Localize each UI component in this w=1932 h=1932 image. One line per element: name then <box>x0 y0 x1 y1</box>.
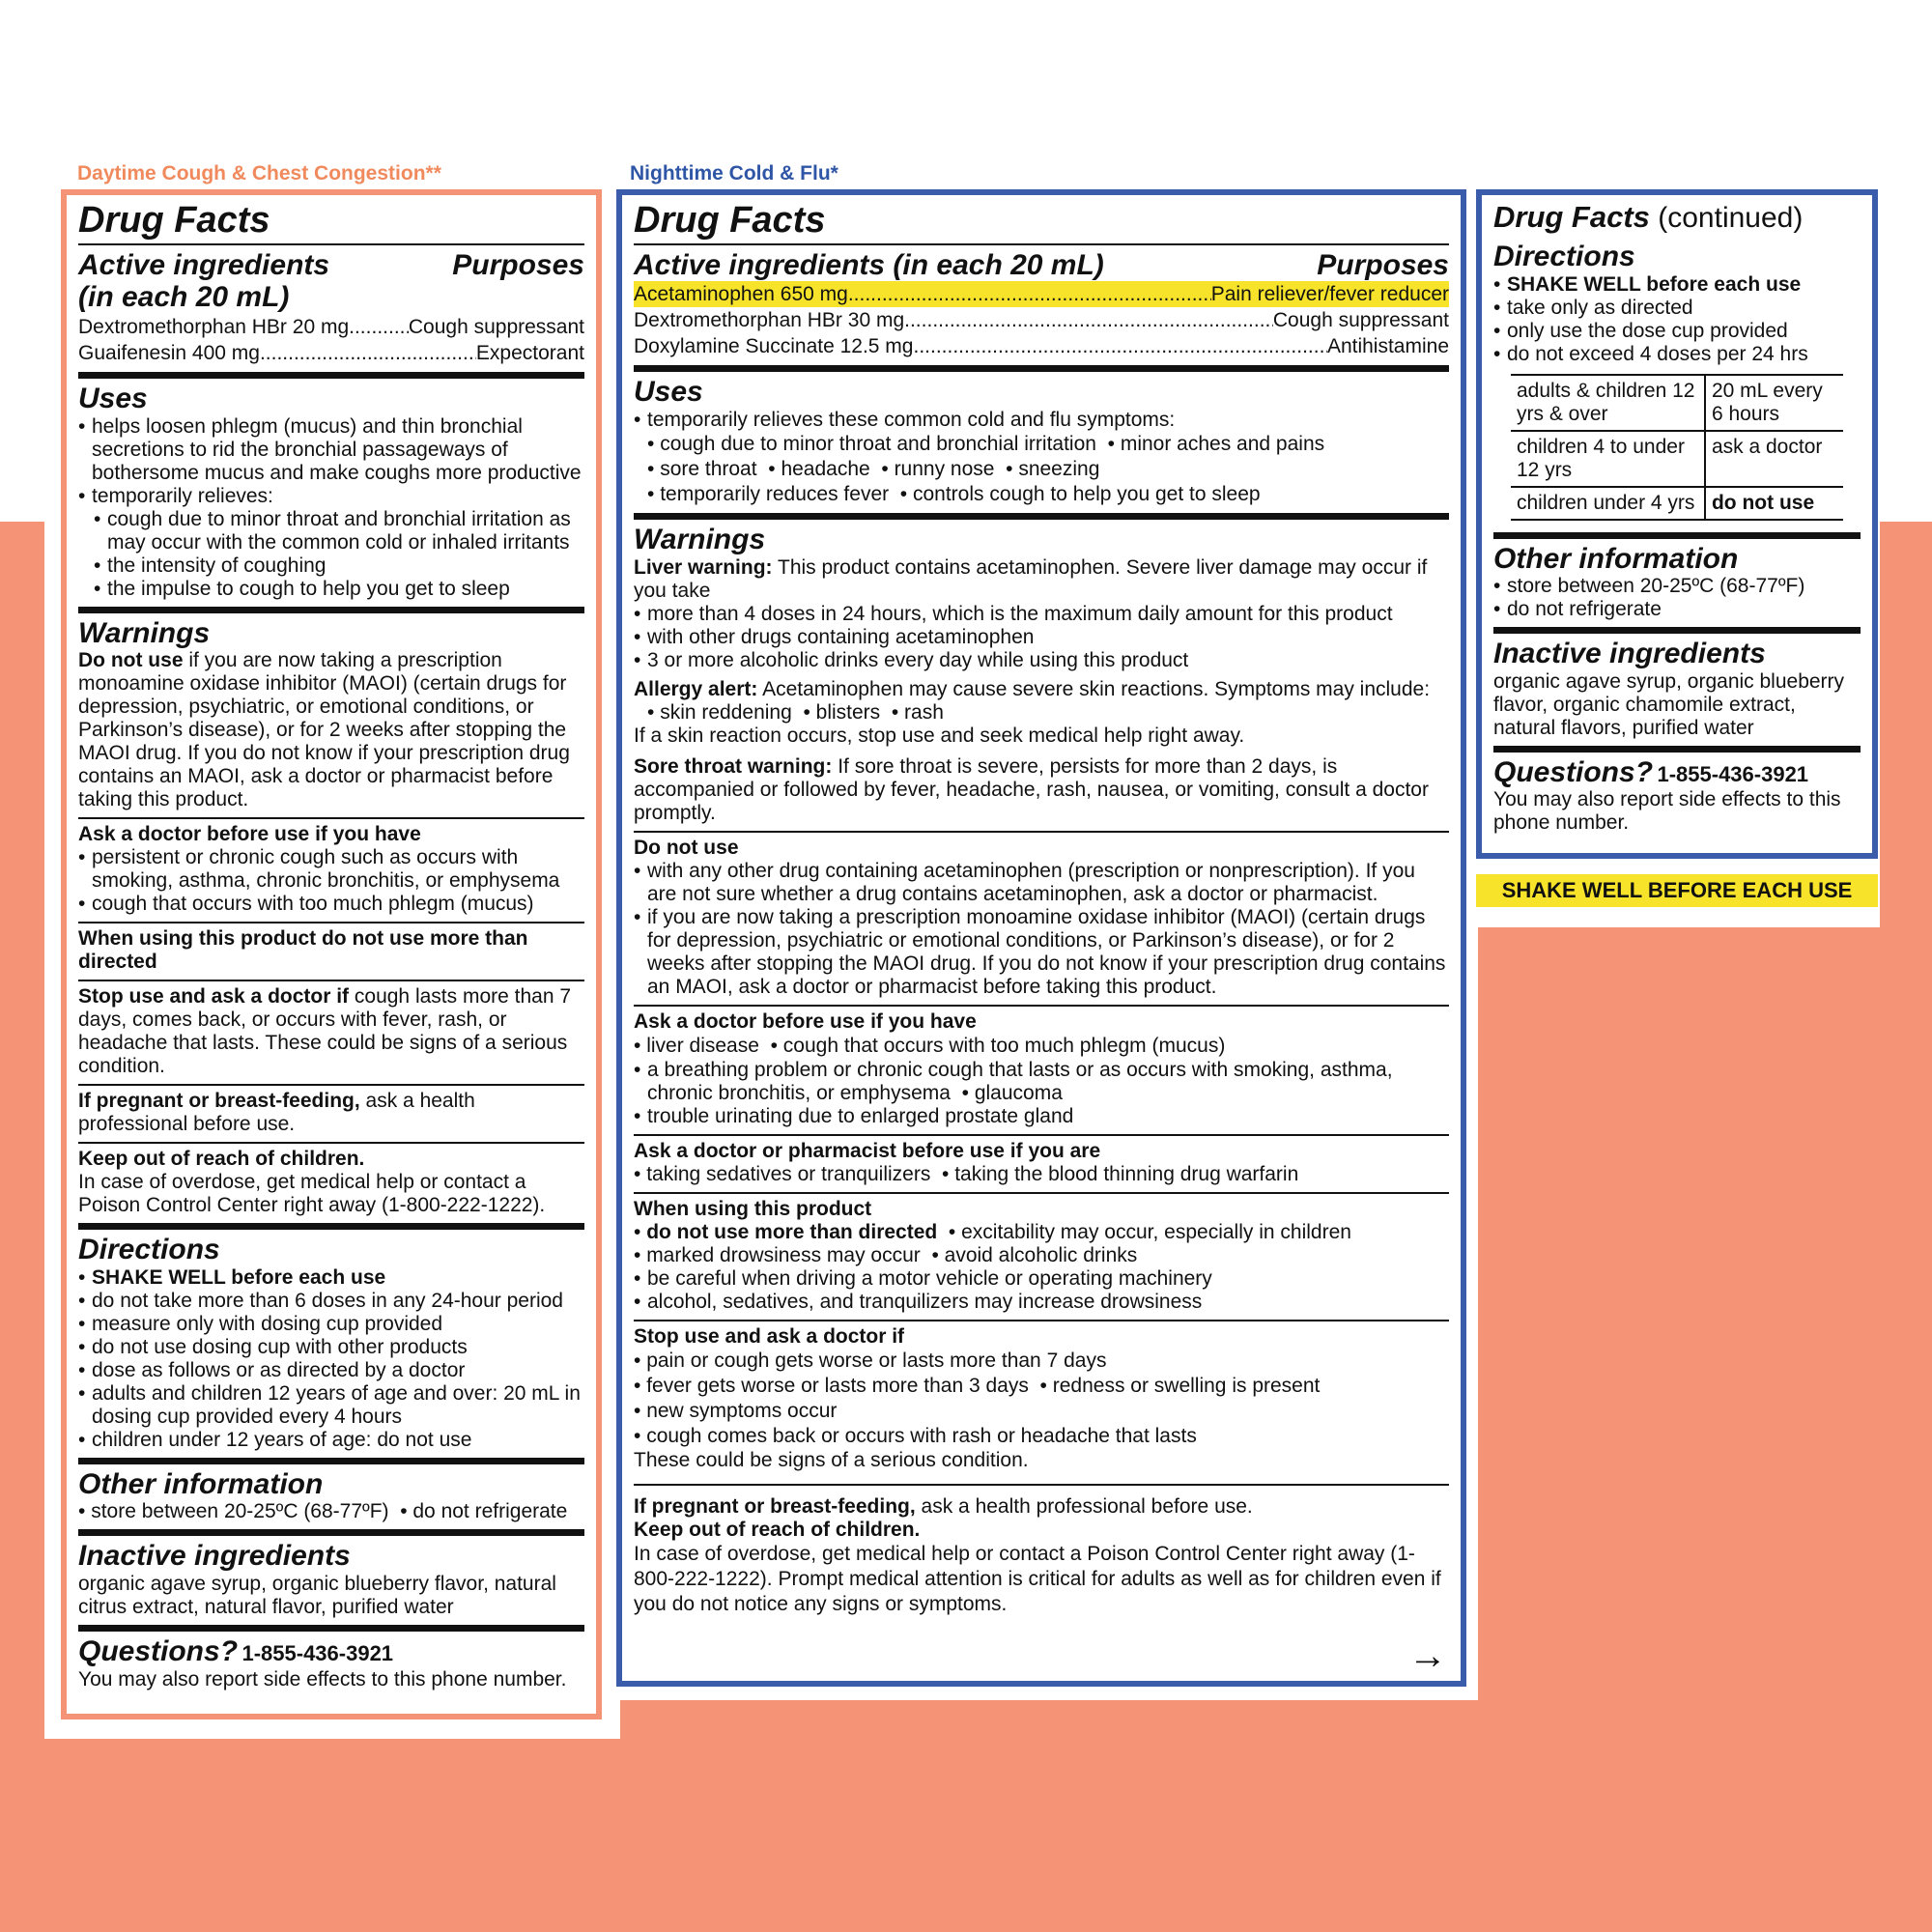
list-item: • temporarily relieves: <box>78 485 584 508</box>
list-item: blisters <box>815 700 881 724</box>
table-row <box>1511 375 1843 431</box>
list-item: • trouble urinating due to enlarged prostate gland <box>634 1105 1449 1128</box>
questions-phone: 1-855-436-3921 <box>1657 761 1809 786</box>
list-item: runny nose <box>894 457 995 480</box>
dosing-table <box>1511 374 1843 521</box>
ask-doctor-header: Ask a doctor before use if you have <box>78 823 421 846</box>
ingredient-row-highlighted: Acetaminophen 650 mg ..... Pain reliever/fever reducer <box>634 281 1449 307</box>
table-cell: ask a doctor <box>1705 431 1843 487</box>
other-info-header: Other information <box>78 1467 324 1500</box>
questions-header: Questions? <box>78 1634 239 1667</box>
ingredient-row: Guaifenesin 400 mg ..... Expectorant <box>78 340 584 366</box>
list-item: • a breathing problem or chronic cough that lasts or as occurs with smoking, asthma, chronic bronchitis, or emphysema • glaucoma <box>634 1059 1449 1105</box>
purposes-header: Purposes <box>1317 248 1449 281</box>
table-row <box>1511 487 1843 520</box>
list-item: rash <box>904 700 944 724</box>
list-item: • store between 20-25ºC (68-77ºF) <box>78 1500 389 1523</box>
list-item: • SHAKE WELL before each use <box>78 1266 584 1290</box>
list-item: • adults and children 12 years of age and over: 20 mL in dosing cup provided every 4 hours <box>78 1382 584 1429</box>
when-using-text: When using this product do not use more than directed <box>78 927 528 974</box>
list-item: • with any other drug containing acetaminophen (prescription or nonprescription). If you are not sure whether a drug contains acetaminophen, ask a doctor or pharmacist. <box>634 860 1449 906</box>
ask-pharmacist-header: Ask a doctor or pharmacist before use if you are <box>634 1139 1101 1162</box>
active-ingredients-sub: (in each 20 mL) <box>78 281 290 314</box>
list-item: temporarily reduces fever <box>660 482 890 505</box>
list-item: • if you are now taking a prescription monoamine oxidase inhibitor (MAOI) (certain drugs for depression, psychiatric or emotional conditions, or Parkinson’s disease), or for 2 weeks after stopping the MAOI drug. If you do not know if your prescription drug contains an MAOI, ask a doctor or pharmacist before taking this product. <box>634 906 1449 999</box>
list-item: • store between 20-25ºC (68-77ºF) <box>1493 575 1861 598</box>
table-cell: do not use <box>1705 487 1843 520</box>
directions-header: Directions <box>78 1234 220 1266</box>
list-item: marked drowsiness may occur <box>646 1243 921 1266</box>
keep-out-label: Keep out of reach of children. <box>634 1518 921 1541</box>
table-cell: children under 4 yrs <box>1511 487 1705 520</box>
list-item: taking sedatives or tranquilizers <box>646 1162 931 1185</box>
list-item: pain or cough gets worse or lasts more than 7 days <box>646 1349 1107 1372</box>
list-item: • cough that occurs with too much phlegm (mucus) <box>78 893 584 916</box>
questions-text: You may also report side effects to this phone number. <box>1493 788 1841 835</box>
list-item: • only use the dose cup provided <box>1493 320 1861 343</box>
list-item: cough due to minor throat and bronchial irritation <box>660 432 1096 455</box>
inactive-header: Inactive ingredients <box>78 1540 351 1573</box>
list-item: • persistent or chronic cough such as occurs with smoking, asthma, chronic bronchitis, or emphysema <box>78 846 584 893</box>
list-item: controls cough to help you get to sleep <box>912 482 1261 505</box>
continued-label: (continued) <box>1649 202 1804 234</box>
ingredient-row: Doxylamine Succinate 12.5 mg ..... Antihistamine <box>634 333 1449 359</box>
list-item: sore throat <box>660 457 757 480</box>
list-item: • with other drugs containing acetaminophen <box>634 626 1449 649</box>
inactive-header: Inactive ingredients <box>1493 638 1766 670</box>
when-using-header: When using this product <box>634 1197 872 1220</box>
active-ingredients-header: Active ingredients (in each 20 mL) <box>634 248 1104 281</box>
daytime-product-label: Daytime Cough & Chest Congestion** <box>77 162 441 185</box>
warnings-header: Warnings <box>78 616 211 649</box>
list-item: avoid alcoholic drinks <box>944 1243 1138 1266</box>
list-item: • do not refrigerate <box>400 1500 568 1523</box>
table-cell: children 4 to under 12 yrs <box>1511 431 1705 487</box>
allergy-alert: Allergy alert: Acetaminophen may cause severe skin reactions. Symptoms may include: <box>634 677 1431 700</box>
list-item: • the intensity of coughing <box>94 554 584 578</box>
uses-header: Uses <box>78 382 148 414</box>
list-item: • do not take more than 6 doses in any 24-hour period <box>78 1290 584 1313</box>
list-item: minor aches and pains <box>1120 432 1325 455</box>
ask-doctor-header: Ask a doctor before use if you have <box>634 1009 977 1033</box>
table-cell: adults & children 12 yrs & over <box>1511 375 1705 431</box>
list-item: • children under 12 years of age: do not use <box>78 1429 584 1452</box>
list-item: • cough due to minor throat and bronchial irritation as may occur with the common cold or inhaled irritants <box>94 508 584 554</box>
drug-facts-title: Drug Facts <box>1493 200 1650 234</box>
list-item: headache <box>781 457 870 480</box>
do-not-use-header: Do not use <box>634 836 739 859</box>
table-row <box>1511 431 1843 487</box>
list-item: • more than 4 doses in 24 hours, which is the maximum daily amount for this product <box>634 603 1449 626</box>
stop-use-header: Stop use and ask a doctor if <box>634 1324 905 1348</box>
list-item: • be careful when driving a motor vehicle or operating machinery <box>634 1267 1449 1291</box>
list-item: • take only as directed <box>1493 297 1861 320</box>
list-item: • do not refrigerate <box>1493 598 1861 621</box>
list-item: taking the blood thinning drug warfarin <box>954 1162 1299 1185</box>
list-item: liver disease <box>646 1034 759 1057</box>
inactive-text: organic agave syrup, organic blueberry flavor, natural citrus extract, natural flavor, purified water <box>78 1572 556 1618</box>
nighttime-drug-facts: Drug Facts Active ingredients (in each 20 mL) Purposes Acetaminophen 650 mg ..... Pain reliever/fever reducer Dextromethorphan HBr 30 mg ..... Cough suppressant Doxylamine Succinate 12.5 mg ..... Antihistamine Uses • temporarily relieves these common cold and flu symptoms: • cough due to minor throat and bronchial irritation • minor aches and pains • sore throat • headache • runny nose • sneezing • temporarily reduces fever • controls cough to help you get to sleep Warnings Liver warning: This product contains acetaminophen. Severe liver damage may occur if you take • more than 4 doses in 24 hours, which is the maximum daily amount for this product • with other drugs containing acetaminophen • 3 or more alcoholic drinks every day while using this product Allergy alert: Acetaminophen may cause severe skin reactions. Symptoms may include: • skin reddening • blisters • rash If a skin reaction occurs, stop use and seek medical help right away. Sore throat warning: If sore throat is severe, persists for more than 2 days, is accompanied or followed by fever, headache, rash, nausea, or vomiting, consult a doctor promptly. Do not use • with any other drug containing acetaminophen (prescription or nonprescription). If you are not sure whether a drug contains acetaminophen, ask a doctor or pharmacist. • if you are now taking a prescription monoamine oxidase inhibitor (MAOI) (certain drugs for depression, psychiatric or emotional conditions, or Parkinson’s disease), or for 2 weeks after stopping the MAOI drug. If you do not know if your prescription drug contains an MAOI, ask a doctor or pharmacist before taking this product. Ask a doctor before use if you have • liver disease • cough that occurs with too much phlegm (mucus) • a breathing problem or chronic cough that lasts or as occurs with smoking, asthma, chronic bronchitis, or emphysema • glaucoma • trouble urinating due to enlarged prostate gland Ask a doctor or pharmacist before use if you are • taking sedatives or tranquilizers • taking the blood thinning drug warfarin When using this product • do not use more than directed • excitability may occur, especially in children • marked drowsiness may occur • avoid alcoholic drinks • be careful when driving a motor vehicle or operating machinery • alcohol, sedatives, and tranquilizers may increase drowsiness Stop use and ask a doctor if • pain or cough gets worse or lasts more than 7 days • fever gets worse or lasts more than 3 days • redness or swelling is present • new symptoms occur • cough comes back or occurs with rash or headache that lasts These could be signs of a serious condition. If pregnant or breast-feeding, ask a health professional before use. Keep out of reach of children. In case of overdose, get medical help or contact a Poison Control Center right away (1-800-222-1222). Prompt medical attention is critical for adults as well as for children even if you do not notice any signs or symptoms. <box>616 189 1466 1687</box>
questions-header: Questions? <box>1493 755 1654 788</box>
questions-text: You may also report side effects to this phone number. <box>78 1667 567 1690</box>
list-item: • dose as follows or as directed by a doctor <box>78 1359 584 1382</box>
list-item: fever gets worse or lasts more than 3 days <box>646 1374 1029 1397</box>
keep-out-label: Keep out of reach of children. <box>78 1148 365 1171</box>
keep-out-text: In case of overdose, get medical help or contact a Poison Control Center right away (1-800-222-1222). Prompt medical attention is critical for adults as well as for children even if you do not notice any signs or symptoms. <box>634 1542 1441 1615</box>
list-item: excitability may occur, especially in children <box>961 1220 1351 1243</box>
warnings-header: Warnings <box>634 523 766 555</box>
list-item: • temporarily relieves these common cold and flu symptoms: <box>634 409 1449 432</box>
uses-header: Uses <box>634 376 703 409</box>
list-item: • 3 or more alcoholic drinks every day while using this product <box>634 649 1449 672</box>
list-item: sneezing <box>1018 457 1100 480</box>
directions-header: Directions <box>1493 241 1635 272</box>
do-not-use-text: Do not use if you are now taking a prescription monoamine oxidase inhibitor (MAOI) (certain drugs for depression, psychiatric, or emotional conditions, or Parkinson’s disease), or for 2 weeks after stopping the MAOI drug. If you do not know if your prescription drug contains an MAOI, ask a doctor or pharmacist before taking this product. <box>78 649 570 811</box>
pregnant-text: If pregnant or breast-feeding, ask a health professional before use. <box>78 1090 475 1136</box>
stop-after: These could be signs of a serious condition. <box>634 1448 1029 1471</box>
list-item: redness or swelling is present <box>1052 1374 1321 1397</box>
list-item: cough that occurs with too much phlegm (mucus) <box>782 1034 1226 1057</box>
allergy-after: If a skin reaction occurs, stop use and seek medical help right away. <box>634 724 1245 747</box>
list-item: • do not exceed 4 doses per 24 hrs <box>1493 343 1861 366</box>
list-item: skin reddening <box>660 700 792 724</box>
list-item: • the impulse to cough to help you get to sleep <box>94 578 584 601</box>
pregnant-text: If pregnant or breast-feeding, ask a health professional before use. <box>634 1494 1253 1518</box>
list-item: • measure only with dosing cup provided <box>78 1313 584 1336</box>
list-item: • SHAKE WELL before each use <box>1493 273 1861 297</box>
stop-use-text: Stop use and ask a doctor if cough lasts more than 7 days, comes back, or occurs with fever, rash, or headache that lasts. These could be signs of a serious condition. <box>78 985 572 1078</box>
liver-warning: Liver warning: This product contains acetaminophen. Severe liver damage may occur if you take <box>634 555 1428 602</box>
drug-facts-continued <box>1476 189 1878 859</box>
purposes-header: Purposes <box>452 248 584 281</box>
other-info-header: Other information <box>1493 542 1739 575</box>
list-item: new symptoms occur <box>646 1399 838 1422</box>
daytime-drug-facts <box>61 189 602 1719</box>
keep-out-text: In case of overdose, get medical help or contact a Poison Control Center right away (1-800-222-1222). <box>78 1171 546 1217</box>
sore-throat-warning: Sore throat warning: If sore throat is severe, persists for more than 2 days, is accompanied or followed by fever, headache, rash, nausea, or vomiting, consult a doctor promptly. <box>634 754 1429 824</box>
list-item: • do not use dosing cup with other products <box>78 1336 584 1359</box>
drug-facts-title: Drug Facts <box>78 200 270 241</box>
ingredient-row: Dextromethorphan HBr 20 mg ..... Cough suppressant <box>78 314 584 340</box>
ingredient-row: Dextromethorphan HBr 30 mg ..... Cough suppressant <box>634 307 1449 333</box>
inactive-text: organic agave syrup, organic blueberry flavor, organic chamomile extract, natural flavors, purified water <box>1493 669 1845 739</box>
continue-arrow-icon: → <box>1408 1634 1447 1677</box>
shake-well-banner: SHAKE WELL BEFORE EACH USE <box>1476 874 1878 907</box>
list-item: • helps loosen phlegm (mucus) and thin bronchial secretions to rid the bronchial passageways of bothersome mucus and make coughs more productive <box>78 415 584 485</box>
questions-phone: 1-855-436-3921 <box>242 1640 394 1665</box>
active-ingredients-header: Active ingredients <box>78 248 330 281</box>
nighttime-product-label: Nighttime Cold & Flu* <box>630 162 838 185</box>
list-item: cough comes back or occurs with rash or headache that lasts <box>646 1424 1197 1447</box>
list-item: do not use more than directed <box>646 1220 938 1243</box>
table-cell: 20 mL every 6 hours <box>1705 375 1843 431</box>
drug-facts-title: Drug Facts <box>634 200 826 241</box>
list-item: • alcohol, sedatives, and tranquilizers may increase drowsiness <box>634 1291 1449 1314</box>
